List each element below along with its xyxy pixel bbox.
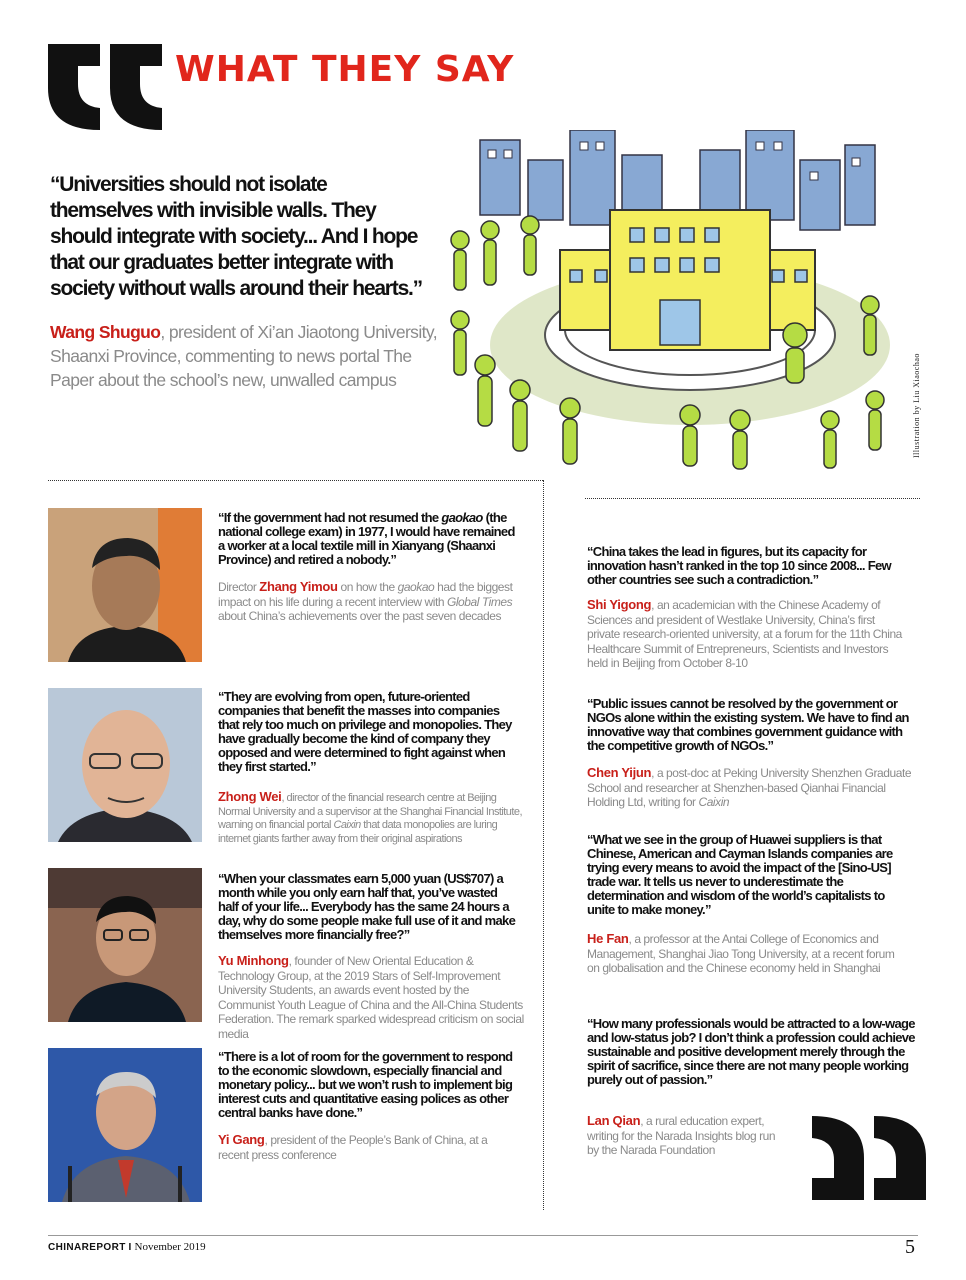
attribution-chen-yijun: Chen Yijun, a post-doc at Peking University Shenzhen Graduate School and researcher at Shenzhen-based Qianhai Financial Holding Ltd, writing for Caixin (587, 765, 912, 809)
page-title: WHAT THEY SAY (175, 49, 515, 90)
speaker-role: , president of Xi’an Jiaotong University, Shaanxi Province, commenting to news portal The Paper about the school’s new, unwalled campus (50, 322, 437, 390)
quote-yi-gang: “There is a lot of room for the government to respond to the economic slowdown, especially financial and monetary policy... but we won’t rush to implement big interest cuts and quantitative easing polices as other central banks have done.” (218, 1049, 513, 1120)
attribution-yi-gang: Yi Gang, president of the People’s Bank of China, at a recent press conference (218, 1132, 488, 1162)
quote-he-fan: “What we see in the group of Huawei suppliers is that Chinese, American and Cayman Islands companies are trying every means to avoid the impact of the [Sino-US] trade war. It tells us never to underestimate the determination and wisdom of the world’s capitalists to unite to make money.” (587, 832, 893, 917)
speaker-name: Yi Gang (218, 1132, 265, 1147)
quote-chen-yijun: “Public issues cannot be resolved by the government or NGOs alone within the existing system. We have to find an innovative way that combines government guidance with the competitive growth of NGOs.” (587, 696, 909, 753)
issue-date: November 2019 (134, 1241, 206, 1253)
speaker-name: Zhong Wei (218, 789, 282, 804)
column-divider (543, 480, 544, 1210)
divider-right (585, 498, 920, 499)
speaker-name: He Fan (587, 931, 629, 946)
speaker-name: Yu Minhong (218, 953, 289, 968)
footer-separator: I (128, 1242, 132, 1253)
quote-yu-minhong: “When your classmates earn 5,000 yuan (US$707) a month while you only earn half that, you’ve wasted half of your life... Everybody has the same 24 hours a day, why do some people make full use of it and make themselves more financially free?” (218, 871, 516, 942)
photo-zhang-yimou (48, 508, 202, 662)
attribution-yu-minhong: Yu Minhong, founder of New Oriental Education & Technology Group, at the 2019 Stars of Self-Improvement University Students, an awards event hosted by the Communist Youth League of China and the All-China Students Federation. The remark sparked widespread criticism on social media (218, 953, 524, 1041)
campus-illustration (440, 130, 900, 470)
magazine-name: CHINAREPORT (48, 1242, 126, 1253)
open-quote-mark-icon (44, 36, 169, 136)
attribution-zhang-yimou: Director Zhang Yimou on how the gaokao had the biggest impact on his life during a recent interview with Global Times about China’s achievements over the past seven decades (218, 579, 513, 623)
page-number: 5 (905, 1236, 915, 1258)
speaker-name: Shi Yigong (587, 597, 652, 612)
attribution-shi-yigong: Shi Yigong, an academician with the Chinese Academy of Sciences and president of Westlake University, China’s first private research-oriented university, at a forum for the 11th China Healthcare Summit of Entrepreneurs, Scientists and Investors held in Beijing from October 8-10 (587, 597, 902, 670)
speaker-name: Chen Yijun (587, 765, 652, 780)
divider-left (48, 480, 543, 481)
attribution-zhong-wei: Zhong Wei, director of the financial research centre at Beijing Normal University and a supervisor at the Shanghai Financial Institute, warning on financial portal Caixin that data monopolies are luring internet giants farther away from their original aspirations (218, 789, 522, 845)
speaker-name: Lan Qian (587, 1113, 641, 1128)
speaker-name: Zhang Yimou (259, 579, 338, 594)
photo-yu-minhong (48, 868, 202, 1022)
attribution-lan-qian: Lan Qian, a rural education expert, writing for the Narada Insights blog run by the Narada Foundation (587, 1113, 776, 1157)
quote-lan-qian: “How many professionals would be attracted to a low-wage and low-status job? I don’t think a profession could achieve sustainable and positive development merely through the spirit of sacrifice, since there are not many people working purely out of passion.” (587, 1016, 915, 1087)
footer (48, 1241, 206, 1253)
main-quote: “Universities should not isolate themselves with invisible walls. They should integrate with society... And I hope that our graduates better integrate with society without walls around their hearts.” (50, 173, 422, 300)
quote-shi-yigong: “China takes the lead in figures, but its capacity for innovation hasn’t ranked in the top 10 since 2008... Few other countries see such a contradiction.” (587, 544, 891, 587)
attribution-he-fan: He Fan, a professor at the Antai College of Economics and Management, Shanghai Jiao Tong University, at a recent forum on globalisation and the Chinese economy held in Shanghai (587, 931, 895, 975)
speaker-name: Wang Shuguo (50, 322, 161, 342)
illustration-credit: Illustration by Liu Xiaochao (912, 353, 921, 458)
close-quote-mark-icon (808, 1110, 930, 1210)
photo-zhong-wei (48, 688, 202, 842)
photo-yi-gang (48, 1048, 202, 1202)
quote-zhong-wei: “They are evolving from open, future-oriented companies that benefit the masses into companies that rely too much on privilege and monopolies. They have gradually become the kind of company they opposed and were determined to fight against when they first started.” (218, 689, 512, 774)
footer-rule (48, 1235, 918, 1236)
main-attribution (50, 320, 440, 392)
quote-zhang-yimou: “If the government had not resumed the gaokao (the national college exam) in 1977, I would have remained a worker at a local textile mill in Xianyang (Shaanxi Province) and retired a nobody.” (218, 510, 515, 567)
